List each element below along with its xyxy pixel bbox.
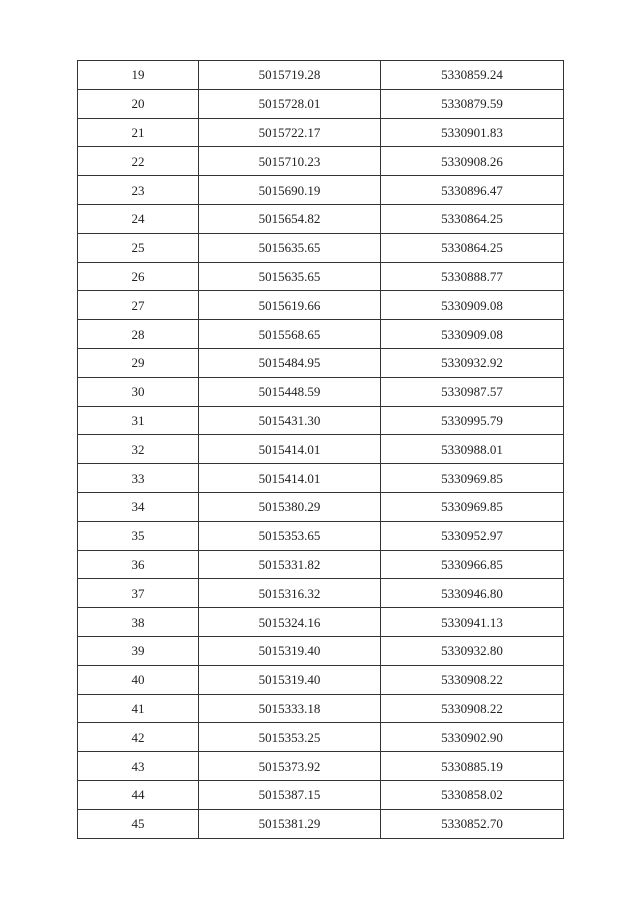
table-row [78, 204, 564, 233]
x-coordinate-cell: 5015448.59 [199, 377, 381, 406]
y-coordinate-cell: 5330864.25 [381, 233, 564, 262]
table-row [78, 809, 564, 838]
y-coordinate-cell: 5330969.85 [381, 464, 564, 493]
x-coordinate-cell: 5015484.95 [199, 348, 381, 377]
table-row [78, 780, 564, 809]
x-coordinate-cell: 5015319.40 [199, 636, 381, 665]
y-coordinate-cell: 5330966.85 [381, 550, 564, 579]
point-number-cell: 44 [78, 780, 199, 809]
y-coordinate-cell: 5330988.01 [381, 435, 564, 464]
point-number-cell: 32 [78, 435, 199, 464]
point-number-cell: 22 [78, 147, 199, 176]
x-coordinate-cell: 5015635.65 [199, 262, 381, 291]
x-coordinate-cell: 5015728.01 [199, 89, 381, 118]
table-row [78, 291, 564, 320]
y-coordinate-cell: 5330941.13 [381, 608, 564, 637]
point-number-cell: 35 [78, 521, 199, 550]
point-number-cell: 43 [78, 752, 199, 781]
x-coordinate-cell: 5015654.82 [199, 204, 381, 233]
table-row [78, 464, 564, 493]
x-coordinate-cell: 5015690.19 [199, 176, 381, 205]
table-row [78, 521, 564, 550]
table-row [78, 147, 564, 176]
x-coordinate-cell: 5015316.32 [199, 579, 381, 608]
point-number-cell: 41 [78, 694, 199, 723]
x-coordinate-cell: 5015353.25 [199, 723, 381, 752]
point-number-cell: 29 [78, 348, 199, 377]
x-coordinate-cell: 5015333.18 [199, 694, 381, 723]
y-coordinate-cell: 5330888.77 [381, 262, 564, 291]
table-row [78, 550, 564, 579]
y-coordinate-cell: 5330932.80 [381, 636, 564, 665]
table-row [78, 752, 564, 781]
x-coordinate-cell: 5015710.23 [199, 147, 381, 176]
table-row [78, 377, 564, 406]
table-row [78, 435, 564, 464]
y-coordinate-cell: 5330909.08 [381, 291, 564, 320]
y-coordinate-cell: 5330885.19 [381, 752, 564, 781]
coordinates-table [77, 60, 564, 839]
y-coordinate-cell: 5330952.97 [381, 521, 564, 550]
point-number-cell: 30 [78, 377, 199, 406]
point-number-cell: 36 [78, 550, 199, 579]
point-number-cell: 39 [78, 636, 199, 665]
table-row [78, 233, 564, 262]
x-coordinate-cell: 5015414.01 [199, 435, 381, 464]
point-number-cell: 19 [78, 61, 199, 90]
x-coordinate-cell: 5015431.30 [199, 406, 381, 435]
table-row [78, 406, 564, 435]
table-row [78, 694, 564, 723]
x-coordinate-cell: 5015381.29 [199, 809, 381, 838]
point-number-cell: 34 [78, 492, 199, 521]
y-coordinate-cell: 5330969.85 [381, 492, 564, 521]
point-number-cell: 25 [78, 233, 199, 262]
table-row [78, 636, 564, 665]
table-row [78, 348, 564, 377]
table-row [78, 262, 564, 291]
point-number-cell: 37 [78, 579, 199, 608]
x-coordinate-cell: 5015719.28 [199, 61, 381, 90]
table-row [78, 608, 564, 637]
table-row [78, 320, 564, 349]
point-number-cell: 23 [78, 176, 199, 205]
point-number-cell: 38 [78, 608, 199, 637]
x-coordinate-cell: 5015722.17 [199, 118, 381, 147]
coordinates-table-body [78, 61, 564, 839]
x-coordinate-cell: 5015353.65 [199, 521, 381, 550]
y-coordinate-cell: 5330908.22 [381, 665, 564, 694]
y-coordinate-cell: 5330858.02 [381, 780, 564, 809]
point-number-cell: 27 [78, 291, 199, 320]
table-row [78, 723, 564, 752]
x-coordinate-cell: 5015414.01 [199, 464, 381, 493]
point-number-cell: 20 [78, 89, 199, 118]
x-coordinate-cell: 5015324.16 [199, 608, 381, 637]
point-number-cell: 24 [78, 204, 199, 233]
y-coordinate-cell: 5330879.59 [381, 89, 564, 118]
y-coordinate-cell: 5330896.47 [381, 176, 564, 205]
y-coordinate-cell: 5330859.24 [381, 61, 564, 90]
table-row [78, 176, 564, 205]
point-number-cell: 21 [78, 118, 199, 147]
y-coordinate-cell: 5330909.08 [381, 320, 564, 349]
x-coordinate-cell: 5015373.92 [199, 752, 381, 781]
table-row [78, 579, 564, 608]
point-number-cell: 45 [78, 809, 199, 838]
x-coordinate-cell: 5015319.40 [199, 665, 381, 694]
y-coordinate-cell: 5330852.70 [381, 809, 564, 838]
point-number-cell: 33 [78, 464, 199, 493]
x-coordinate-cell: 5015568.65 [199, 320, 381, 349]
x-coordinate-cell: 5015619.66 [199, 291, 381, 320]
point-number-cell: 31 [78, 406, 199, 435]
y-coordinate-cell: 5330901.83 [381, 118, 564, 147]
table-row [78, 492, 564, 521]
point-number-cell: 28 [78, 320, 199, 349]
y-coordinate-cell: 5330932.92 [381, 348, 564, 377]
point-number-cell: 40 [78, 665, 199, 694]
x-coordinate-cell: 5015387.15 [199, 780, 381, 809]
y-coordinate-cell: 5330864.25 [381, 204, 564, 233]
y-coordinate-cell: 5330902.90 [381, 723, 564, 752]
y-coordinate-cell: 5330908.22 [381, 694, 564, 723]
y-coordinate-cell: 5330946.80 [381, 579, 564, 608]
table-row [78, 118, 564, 147]
y-coordinate-cell: 5330987.57 [381, 377, 564, 406]
point-number-cell: 42 [78, 723, 199, 752]
table-row [78, 89, 564, 118]
x-coordinate-cell: 5015635.65 [199, 233, 381, 262]
x-coordinate-cell: 5015331.82 [199, 550, 381, 579]
y-coordinate-cell: 5330908.26 [381, 147, 564, 176]
point-number-cell: 26 [78, 262, 199, 291]
y-coordinate-cell: 5330995.79 [381, 406, 564, 435]
table-row [78, 61, 564, 90]
table-row [78, 665, 564, 694]
x-coordinate-cell: 5015380.29 [199, 492, 381, 521]
